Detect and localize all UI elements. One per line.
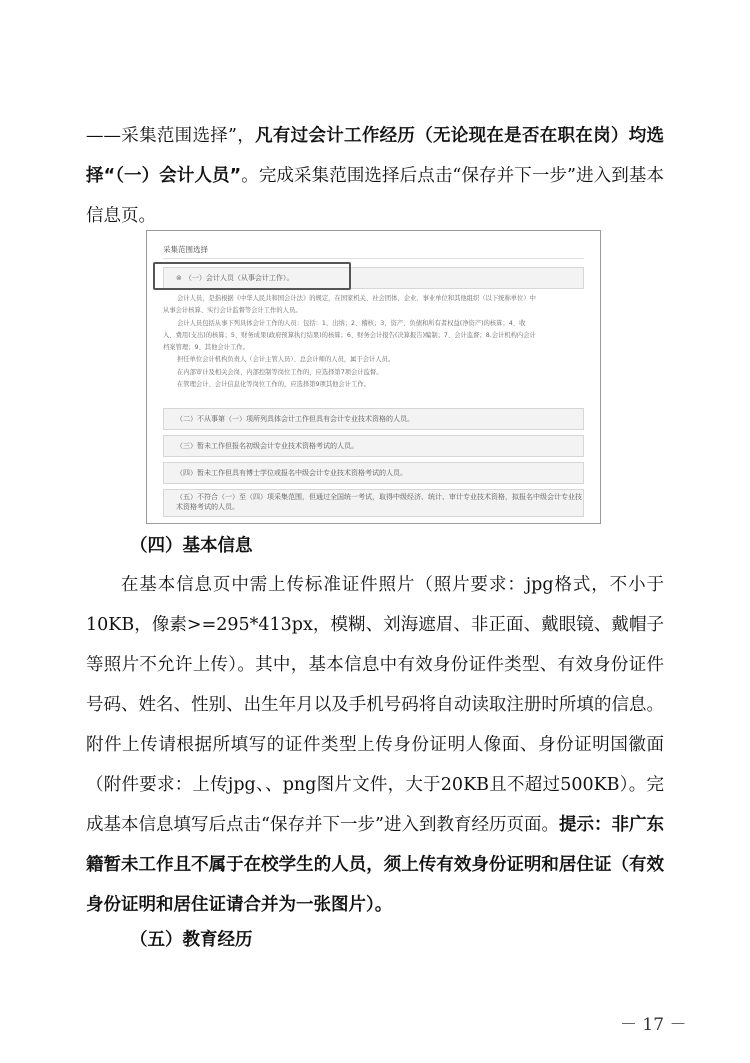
- intro-bold-text: 凡有过会计工作经历（无论现在是否在职在岗）均选择“（一）会计人员”: [86, 126, 664, 186]
- desc-line: 入、费用(支出)的核算；5、财务成果(政府预算执行结果)的核算；6、财务会计报告(决算报告)编制；7、会计监督；8.会计机构内会计: [163, 331, 536, 339]
- option-1-label: 会计人员（从事会计工作）。: [205, 274, 294, 282]
- desc-line: 在内部审计及相关会岗、内部控制等岗位工作的，应选择第7项会计监督。: [177, 368, 383, 376]
- desc-line: 会计人员，是指根据《中华人民共和国会计法》的规定，在国家机关、社会团体、企业、事业单位和其他组织（以下统称单位）中: [177, 295, 536, 302]
- section-4-body: 在基本信息页中需上传标准证件照片（照片要求：jpg格式，不小于10KB，像素>=295*413px，模糊、刘海遮眉、非正面、戴眼镜、戴帽子等照片不允许上传）。其中，基本信息中有效身份证件类型、有效身份证件号码、姓名、性别、出生年月以及手机号码将自动读取注册时所填的信息。附件上传请根据所填写的证件类型上传身份证明人像面、身份证明国徽面（附件要求：上传jpg、、png图片文件，大于20KB且不超过500KB）。完成基本信息填写后点击“保存并下一步”进入到教育经历页面。: [86, 575, 664, 835]
- option-2[interactable]: （二）不从事第（一）项所列具体会计工作但具有会计专业技术资格的人员。: [163, 408, 584, 430]
- desc-line: 在管理会计、会计信息化等岗位工作的，应选择第9项其他会计工作。: [177, 381, 370, 389]
- figure-title: 采集范围选择: [163, 245, 208, 254]
- desc-line: 会计人员包括从事下列具体会计工作的人员：包括：1、出纳；2、稽核；3、资产、负债和所有者权益(净资产)的核算；4、收: [177, 319, 526, 327]
- intro-text-2: 。完成采集范围选择后点击“保存并下一步”进入到基本信息页。: [86, 166, 664, 226]
- highlight-box: [153, 262, 351, 290]
- screenshot-figure: [146, 230, 601, 524]
- figure-divider: [163, 258, 584, 259]
- option-4[interactable]: （四）暂未工作但具有博士学位或报名中级会计专业技术资格考试的人员。: [163, 462, 584, 484]
- section-5-heading: （五）教育经历: [130, 930, 253, 950]
- desc-line: 档案管理；9、其他会计工作。: [163, 344, 249, 352]
- option-1-prefix: （一）: [184, 274, 206, 282]
- radio-icon: ⊗: [176, 274, 182, 282]
- page-number: － 17 －: [620, 1015, 687, 1035]
- option-5[interactable]: （五）不符合（一）至（四）项采集范围，但通过全国统一考试，取得中级经济、统计、审计专业技术资格，拟报名中级会计专业技术资格考试的人员。: [163, 489, 584, 517]
- section-4-heading: （四）基本信息: [130, 536, 253, 556]
- desc-line: 从事会计核算、实行会计监督等会计工作的人员。: [163, 307, 302, 315]
- section-4-tip: 提示：非广东籍暂未工作且不属于在校学生的人员，须上传有效身份证明和居住证（有效身份证明和居住证请合并为一张图片）。: [86, 815, 664, 915]
- intro-paragraph: [86, 116, 664, 236]
- desc-line: 担任单位会计机构负责人（会计主管人员）、总会计师的人员，属于会计人员。: [177, 356, 395, 364]
- option-3[interactable]: （三）暂未工作但报名初级会计专业技术资格考试的人员。: [163, 435, 584, 457]
- section-4-paragraph: [86, 565, 664, 925]
- option-description: [163, 293, 586, 391]
- intro-text-1: ——采集范围选择”，: [86, 126, 256, 146]
